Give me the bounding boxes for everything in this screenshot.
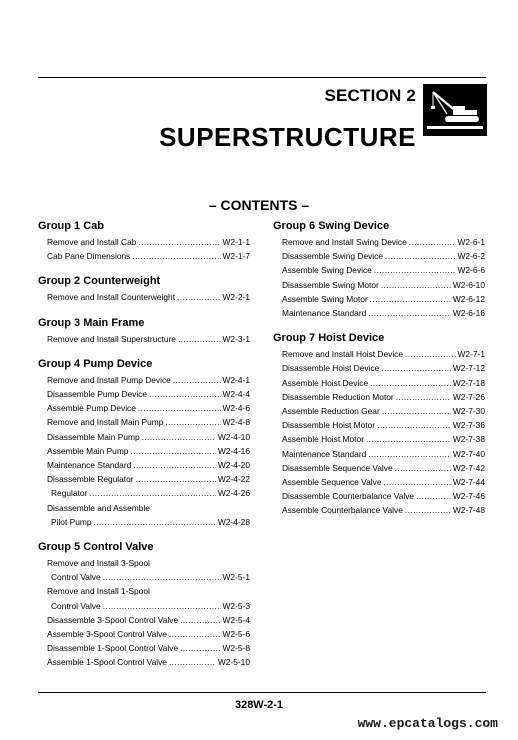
leader-dots bbox=[366, 432, 451, 446]
toc-entry-title: Maintenance Standard bbox=[282, 448, 367, 459]
toc-entry[interactable] bbox=[38, 444, 250, 458]
leader-dots bbox=[142, 430, 216, 444]
toc-entry[interactable] bbox=[273, 390, 485, 404]
leader-dots bbox=[180, 613, 220, 627]
toc-entry-heading: Remove and Install 3-Spool bbox=[47, 558, 150, 569]
toc-entry-page: W2-5-4 bbox=[222, 614, 250, 625]
toc-entry[interactable] bbox=[38, 641, 250, 655]
toc-entry-page: W2-4-16 bbox=[217, 445, 250, 456]
group-title: Group 7 Hoist Device bbox=[273, 332, 385, 345]
group-title: Group 5 Control Valve bbox=[38, 541, 154, 554]
leader-dots bbox=[136, 472, 216, 486]
toc-entry-title: Remove and Install Cab bbox=[47, 237, 137, 247]
toc-entry-page: W2-4-26 bbox=[217, 488, 250, 499]
toc-entry[interactable] bbox=[38, 430, 250, 444]
toc-entry-page: W2-1-7 bbox=[222, 251, 250, 262]
toc-entry-heading: Remove and Install 1-Spool bbox=[47, 586, 150, 597]
leader-dots bbox=[368, 447, 451, 461]
toc-entry-page: W2-7-44 bbox=[452, 477, 485, 488]
group-title: Group 2 Counterweight bbox=[38, 275, 161, 288]
leader-dots bbox=[409, 235, 456, 249]
toc-entry-page: W2-7-48 bbox=[452, 505, 485, 516]
group-title: Group 3 Main Frame bbox=[38, 316, 145, 329]
toc-entry[interactable] bbox=[38, 486, 250, 500]
toc-entry[interactable] bbox=[38, 401, 250, 415]
toc-entry[interactable] bbox=[273, 292, 485, 306]
toc-entry[interactable] bbox=[38, 472, 250, 486]
leader-dots bbox=[395, 461, 451, 475]
toc-entry[interactable] bbox=[38, 613, 250, 627]
toc-entry-title: Disassemble Hoist Motor bbox=[282, 420, 376, 431]
toc-entry[interactable] bbox=[273, 376, 485, 390]
leader-dots bbox=[370, 292, 451, 306]
leader-dots bbox=[180, 641, 220, 655]
toc-entry-page: W2-5-6 bbox=[222, 629, 250, 640]
toc-entry[interactable] bbox=[273, 235, 485, 249]
contents-left-column bbox=[38, 219, 250, 681]
toc-entry[interactable] bbox=[38, 387, 250, 401]
toc-entry[interactable] bbox=[38, 235, 250, 249]
toc-entry-title: Disassemble Pump Device bbox=[47, 389, 148, 400]
toc-entry[interactable] bbox=[273, 347, 485, 361]
toc-entry-title: Remove and Install Main Pump bbox=[47, 417, 164, 428]
toc-entry-page: W2-7-38 bbox=[452, 434, 485, 445]
toc-entry-title: Assemble 1-Spool Control Valve bbox=[47, 657, 167, 668]
toc-entry-title: Disassemble 1-Spool Control Valve bbox=[47, 643, 179, 654]
toc-entry-page: W2-4-8 bbox=[222, 417, 250, 428]
toc-entry-page: W2-7-42 bbox=[452, 462, 485, 473]
toc-entry-heading: Disassemble and Assemble bbox=[47, 502, 150, 513]
toc-entry-title: Remove and Install Pump Device bbox=[47, 374, 171, 385]
toc-entry[interactable] bbox=[38, 458, 250, 472]
toc-entry-page: W2-6-16 bbox=[452, 308, 485, 319]
toc-entry[interactable] bbox=[273, 361, 485, 375]
leader-dots bbox=[178, 332, 221, 346]
bottom-rule bbox=[38, 692, 486, 693]
toc-entry[interactable] bbox=[273, 503, 485, 517]
toc-entry[interactable] bbox=[38, 599, 250, 613]
toc-entry-page: W2-4-1 bbox=[222, 374, 250, 385]
leader-dots bbox=[382, 404, 451, 418]
leader-dots bbox=[132, 249, 220, 263]
toc-entry-title: Disassemble Regulator bbox=[47, 474, 134, 485]
toc-group bbox=[38, 540, 250, 670]
toc-entry-page: W2-4-20 bbox=[217, 460, 250, 471]
leader-dots bbox=[103, 599, 221, 613]
toc-entry-title: Maintenance Standard bbox=[282, 308, 367, 319]
toc-entry-title: Disassemble Swing Device bbox=[282, 251, 384, 262]
toc-entry-page: W2-6-2 bbox=[457, 251, 485, 262]
toc-entry[interactable] bbox=[38, 570, 250, 584]
leader-dots bbox=[169, 627, 221, 641]
toc-entry-title: Remove and Install Hoist Device bbox=[282, 349, 404, 360]
toc-entry[interactable] bbox=[38, 332, 250, 346]
toc-entry[interactable] bbox=[273, 447, 485, 461]
toc-entry[interactable] bbox=[273, 489, 485, 503]
toc-entry-page: W2-5-8 bbox=[222, 643, 250, 654]
excavator-crane-icon bbox=[423, 84, 487, 136]
toc-group bbox=[38, 357, 250, 529]
toc-entry-page: W2-2-1 bbox=[222, 292, 250, 303]
leader-dots bbox=[130, 444, 215, 458]
toc-entry-title: Disassemble 3-Spool Control Valve bbox=[47, 614, 179, 625]
toc-entry-page: W2-7-1 bbox=[457, 349, 485, 360]
toc-entry-page: W2-7-40 bbox=[452, 448, 485, 459]
toc-entry-title: Disassemble Main Pump bbox=[47, 431, 140, 442]
leader-dots bbox=[133, 458, 216, 472]
toc-entry-page: W2-5-1 bbox=[222, 572, 250, 583]
leader-dots bbox=[405, 347, 456, 361]
section-label: SECTION 2 bbox=[324, 86, 416, 105]
toc-entry-page: W2-7-12 bbox=[452, 363, 485, 374]
group-title: Group 4 Pump Device bbox=[38, 357, 153, 370]
toc-entry-page: W2-4-10 bbox=[217, 431, 250, 442]
contents-right-column bbox=[273, 219, 485, 529]
toc-entry-title: Assemble Swing Motor bbox=[282, 293, 368, 304]
toc-entry[interactable] bbox=[38, 373, 250, 387]
toc-entry[interactable] bbox=[38, 415, 250, 429]
toc-entry-page: W2-4-28 bbox=[217, 516, 250, 527]
top-rule bbox=[38, 77, 486, 78]
toc-entry-title: Assemble Swing Device bbox=[282, 265, 372, 276]
toc-entry-page: W2-6-10 bbox=[452, 279, 485, 290]
toc-entry-title: Assemble Reduction Gear bbox=[282, 406, 380, 417]
leader-dots bbox=[89, 486, 216, 500]
toc-entry[interactable] bbox=[273, 249, 485, 263]
page-number: 328W-2-1 bbox=[234, 699, 284, 711]
toc-entry-title: Pilot Pump bbox=[51, 516, 92, 527]
leader-dots bbox=[103, 570, 221, 584]
toc-group bbox=[38, 274, 250, 304]
toc-entry-title: Control Valve bbox=[51, 572, 101, 583]
leader-dots bbox=[94, 515, 216, 529]
toc-entry-title: Disassemble Sequence Valve bbox=[282, 462, 393, 473]
leader-dots bbox=[138, 235, 220, 249]
leader-dots bbox=[416, 489, 451, 503]
toc-entry-title: Remove and Install Superstructure bbox=[47, 333, 176, 344]
toc-entry-page: W2-4-4 bbox=[222, 389, 250, 400]
toc-entry[interactable] bbox=[273, 306, 485, 320]
leader-dots bbox=[173, 373, 221, 387]
toc-entry-title: Remove and Install Counterweight bbox=[47, 292, 176, 303]
toc-entry-title: Regulator bbox=[51, 488, 88, 499]
toc-entry[interactable] bbox=[273, 278, 485, 292]
leader-dots bbox=[177, 290, 221, 304]
leader-dots bbox=[383, 475, 450, 489]
toc-entry-title: Assemble 3-Spool Control Valve bbox=[47, 629, 167, 640]
leader-dots bbox=[381, 278, 451, 292]
leader-dots bbox=[370, 376, 451, 390]
toc-entry[interactable] bbox=[38, 249, 250, 263]
toc-entry-title: Assemble Counterbalance Valve bbox=[282, 505, 403, 516]
toc-entry[interactable] bbox=[38, 290, 250, 304]
toc-entry[interactable] bbox=[273, 475, 485, 489]
toc-entry-page: W2-7-46 bbox=[452, 491, 485, 502]
toc-entry-page: W2-4-22 bbox=[217, 474, 250, 485]
toc-entry-page: W2-7-18 bbox=[452, 377, 485, 388]
toc-entry-title: Remove and Install Swing Device bbox=[282, 237, 407, 247]
leader-dots bbox=[377, 418, 451, 432]
toc-group bbox=[38, 316, 250, 346]
group-title: Group 1 Cab bbox=[38, 220, 105, 232]
toc-entry[interactable] bbox=[38, 515, 250, 529]
leader-dots bbox=[381, 361, 451, 375]
toc-entry-page: W2-7-26 bbox=[452, 391, 485, 402]
toc-entry[interactable] bbox=[273, 418, 485, 432]
toc-entry[interactable] bbox=[273, 461, 485, 475]
toc-entry-title: Assemble Pump Device bbox=[47, 403, 136, 414]
toc-entry-page: W2-6-12 bbox=[452, 293, 485, 304]
toc-entry-title: Control Valve bbox=[51, 600, 101, 611]
leader-dots bbox=[396, 390, 451, 404]
toc-group bbox=[38, 219, 250, 263]
toc-entry-title: Maintenance Standard bbox=[47, 460, 132, 471]
toc-entry-page: W2-7-30 bbox=[452, 406, 485, 417]
watermark: www.epcatalogs.com bbox=[357, 716, 498, 731]
leader-dots bbox=[405, 503, 451, 517]
toc-entry-title: Disassemble Swing Motor bbox=[282, 279, 379, 290]
leader-dots bbox=[169, 655, 216, 669]
toc-entry-title: Cab Pane Dimensions bbox=[47, 251, 131, 262]
leader-dots bbox=[385, 249, 456, 263]
toc-entry[interactable] bbox=[38, 655, 250, 669]
toc-entry-page: W2-5-10 bbox=[217, 657, 250, 668]
toc-entry-page: W2-5-3 bbox=[222, 600, 250, 611]
toc-entry-title: Assemble Main Pump bbox=[47, 445, 129, 456]
toc-entry[interactable] bbox=[38, 627, 250, 641]
toc-group bbox=[273, 331, 485, 517]
toc-entry-title: Disassemble Hoist Device bbox=[282, 363, 380, 374]
toc-entry[interactable] bbox=[273, 432, 485, 446]
section-title: SUPERSTRUCTURE bbox=[159, 122, 416, 152]
toc-entry-page: W2-6-6 bbox=[457, 265, 485, 276]
contents-heading: – CONTENTS – bbox=[208, 197, 310, 213]
toc-entry-page: W2-3-1 bbox=[222, 333, 250, 344]
toc-entry-title: Assemble Sequence Valve bbox=[282, 477, 382, 488]
toc-entry-title: Disassemble Reduction Motor bbox=[282, 391, 394, 402]
toc-entry-title: Assemble Hoist Motor bbox=[282, 434, 364, 445]
toc-entry-page: W2-6-1 bbox=[457, 237, 485, 247]
group-title: Group 6 Swing Device bbox=[273, 220, 390, 232]
toc-entry-page: W2-1-1 bbox=[222, 237, 250, 247]
toc-group bbox=[273, 219, 485, 320]
leader-dots bbox=[368, 306, 451, 320]
leader-dots bbox=[138, 401, 221, 415]
leader-dots bbox=[374, 263, 456, 277]
toc-entry[interactable] bbox=[273, 263, 485, 277]
toc-entry-title: Disassemble Counterbalance Valve bbox=[282, 491, 415, 502]
leader-dots bbox=[149, 387, 220, 401]
toc-entry[interactable] bbox=[273, 404, 485, 418]
leader-dots bbox=[165, 415, 220, 429]
toc-entry-page: W2-7-36 bbox=[452, 420, 485, 431]
toc-entry-page: W2-4-6 bbox=[222, 403, 250, 414]
toc-entry-title: Assemble Hoist Device bbox=[282, 377, 369, 388]
